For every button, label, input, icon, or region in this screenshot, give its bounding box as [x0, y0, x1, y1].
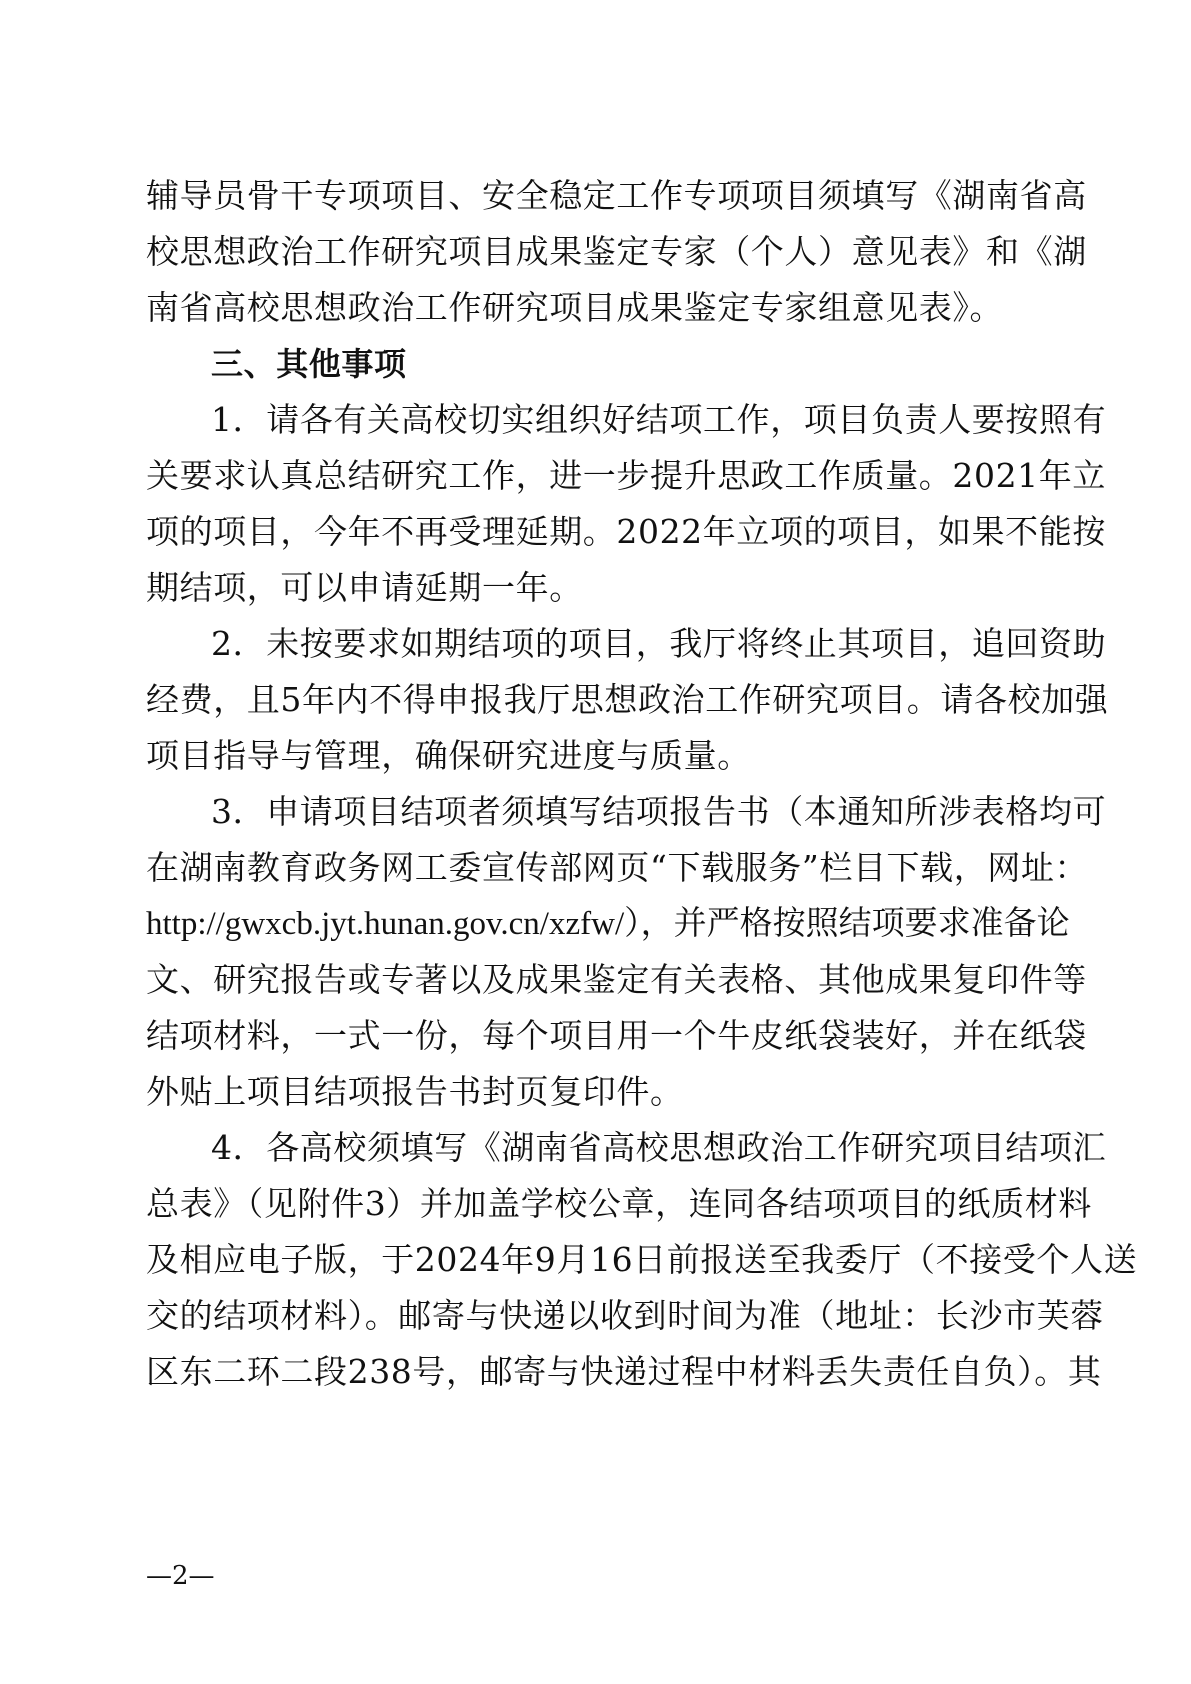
body-line: 经费，且5年内不得申报我厅思想政治工作研究项目。请各校加强	[146, 680, 1109, 719]
body-line: 辅导员骨干专项项目、安全稳定工作专项项目须填写《湖南省高	[146, 176, 1087, 215]
body-line: 校思想政治工作研究项目成果鉴定专家（个人）意见表》和《湖	[146, 232, 1087, 271]
body-line: 项的项目，今年不再受理延期。2022年立项的项目，如果不能按	[146, 512, 1106, 551]
body-line: 交的结项材料）。邮寄与快递以收到时间为准（地址：长沙市芙蓉	[146, 1296, 1104, 1335]
body-line: 外贴上项目结项报告书封页复印件。	[146, 1072, 684, 1111]
body-line: 在湖南教育政务网工委宣传部网页“下载服务”栏目下载，网址：	[146, 848, 1089, 887]
section-heading: 三、其他事项	[211, 345, 407, 383]
body-line: 关要求认真总结研究工作，进一步提升思政工作质量。2021年立	[146, 456, 1106, 495]
body-line: 结项材料，一式一份，每个项目用一个牛皮纸袋装好，并在纸袋	[146, 1016, 1087, 1055]
paragraph-4-line: 4．各高校须填写《湖南省高校思想政治工作研究项目结项汇	[211, 1128, 1107, 1167]
paragraph-3-line: 3．申请项目结项者须填写结项报告书（本通知所涉表格均可	[211, 792, 1107, 831]
url-line: http://gwxcb.jyt.hunan.gov.cn/xzfw/），并严格按照结项要求准备论	[146, 906, 1070, 942]
body-line: 期结项，可以申请延期一年。	[146, 568, 583, 607]
paragraph-2-line: 2．未按要求如期结项的项目，我厅将终止其项目，追回资助	[211, 624, 1107, 663]
body-line: 区东二环二段238号，邮寄与快递过程中材料丢失责任自负）。其	[146, 1352, 1102, 1391]
body-line: 及相应电子版，于2024年9月16日前报送至我委厅（不接受个人送	[146, 1240, 1138, 1279]
body-line: 南省高校思想政治工作研究项目成果鉴定专家组意见表》。	[146, 288, 1004, 327]
page-number: —2—	[146, 1561, 215, 1591]
body-line: 项目指导与管理，确保研究进度与质量。	[146, 736, 751, 775]
body-line: 文、研究报告或专著以及成果鉴定有关表格、其他成果复印件等	[146, 960, 1087, 999]
paragraph-1-line: 1．请各有关高校切实组织好结项工作，项目负责人要按照有	[211, 400, 1107, 439]
body-line: 总表》（见附件3）并加盖学校公章，连同各结项项目的纸质材料	[146, 1184, 1092, 1223]
